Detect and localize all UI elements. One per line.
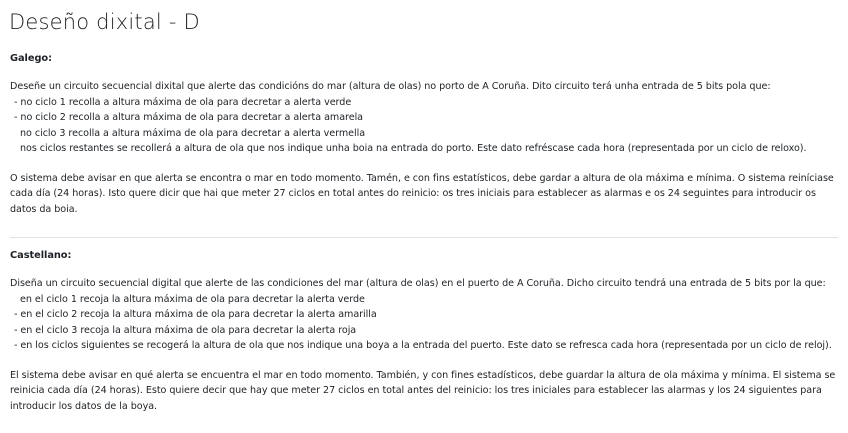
castellano-item-4: - en los ciclos siguientes se recogerá la altura de ola que nos indique una boya a la entrada del puerto. Este dato se refresca cada hora (representada por un ciclo de reloj). — [14, 340, 832, 351]
castellano-heading: Castellano: — [10, 250, 72, 261]
castellano-item-2: - en el ciclo 2 recoja la altura máxima de ola para decretar la alerta amarilla — [14, 309, 377, 320]
castellano-item-3: - en el ciclo 3 recoja la altura máxima de ola para decretar la alerta roja — [14, 324, 357, 336]
paragraph-gap — [10, 157, 840, 171]
castellano-section — [10, 248, 840, 414]
castellano-item-1: en el ciclo 1 recoja la altura máxima de ola para decretar la alerta verde — [20, 293, 365, 305]
castellano-closing: El sistema debe avisar en qué alerta se encuentra el mar en todo momento. También, y con fines estadísticos, debe guardar la altura de ola máxima y mínima. El sistema se reinicia cada día (24 horas). Esto quiere decir que hay que meter 27 ciclos en total antes del reinicio: los tres iniciales para establecer las alarmas y los 24 siguientes para introducir los datos de la boya. — [10, 369, 836, 412]
galego-item-3: no ciclo 3 recolla a altura máxima de ola para decretar a alerta vermella — [20, 127, 366, 139]
galego-intro: Deseñe un circuito secuencial dixital que alerte das condicións do mar (altura de olas) no porto de A Coruña. Dito circuito terá unha entrada de 5 bits pola que: — [10, 81, 771, 92]
galego-item-4: nos ciclos restantes se recollerá a altura de ola que nos indique unha boia na entrada do porto. Este dato refréscase cada hora (representada por un ciclo de reloxo). — [20, 143, 807, 154]
galego-item-2: - no ciclo 2 recolla a altura máxima de ola para decretar a alerta amarela — [14, 112, 364, 123]
castellano-intro: Diseña un circuito secuencial digital que alerte de las condiciones del mar (altura de olas) en el puerto de A Coruña. Dicho circuito tendrá una entrada de 5 bits por la que: — [10, 278, 826, 289]
paragraph-gap — [10, 354, 840, 368]
section-divider — [10, 237, 838, 238]
page-title: Deseño dixital - D — [9, 10, 200, 34]
galego-closing: O sistema debe avisar en que alerta se encontra o mar en todo momento. Tamén, e con fins estatísticos, debe gardar a altura de ola máxima e mínima. O sistema reiníciase cada día (24 horas). Isto quere dicir que hai que meter 27 ciclos en total antes do reinicio: os tres iniciais para establecer as alarmas e os 24 seguintes para introducir os datos da boia. — [10, 172, 834, 215]
galego-section — [10, 51, 840, 217]
galego-item-1: - no ciclo 1 recolla a altura máxima de ola para decretar a alerta verde — [14, 96, 352, 108]
galego-heading: Galego: — [10, 53, 52, 64]
